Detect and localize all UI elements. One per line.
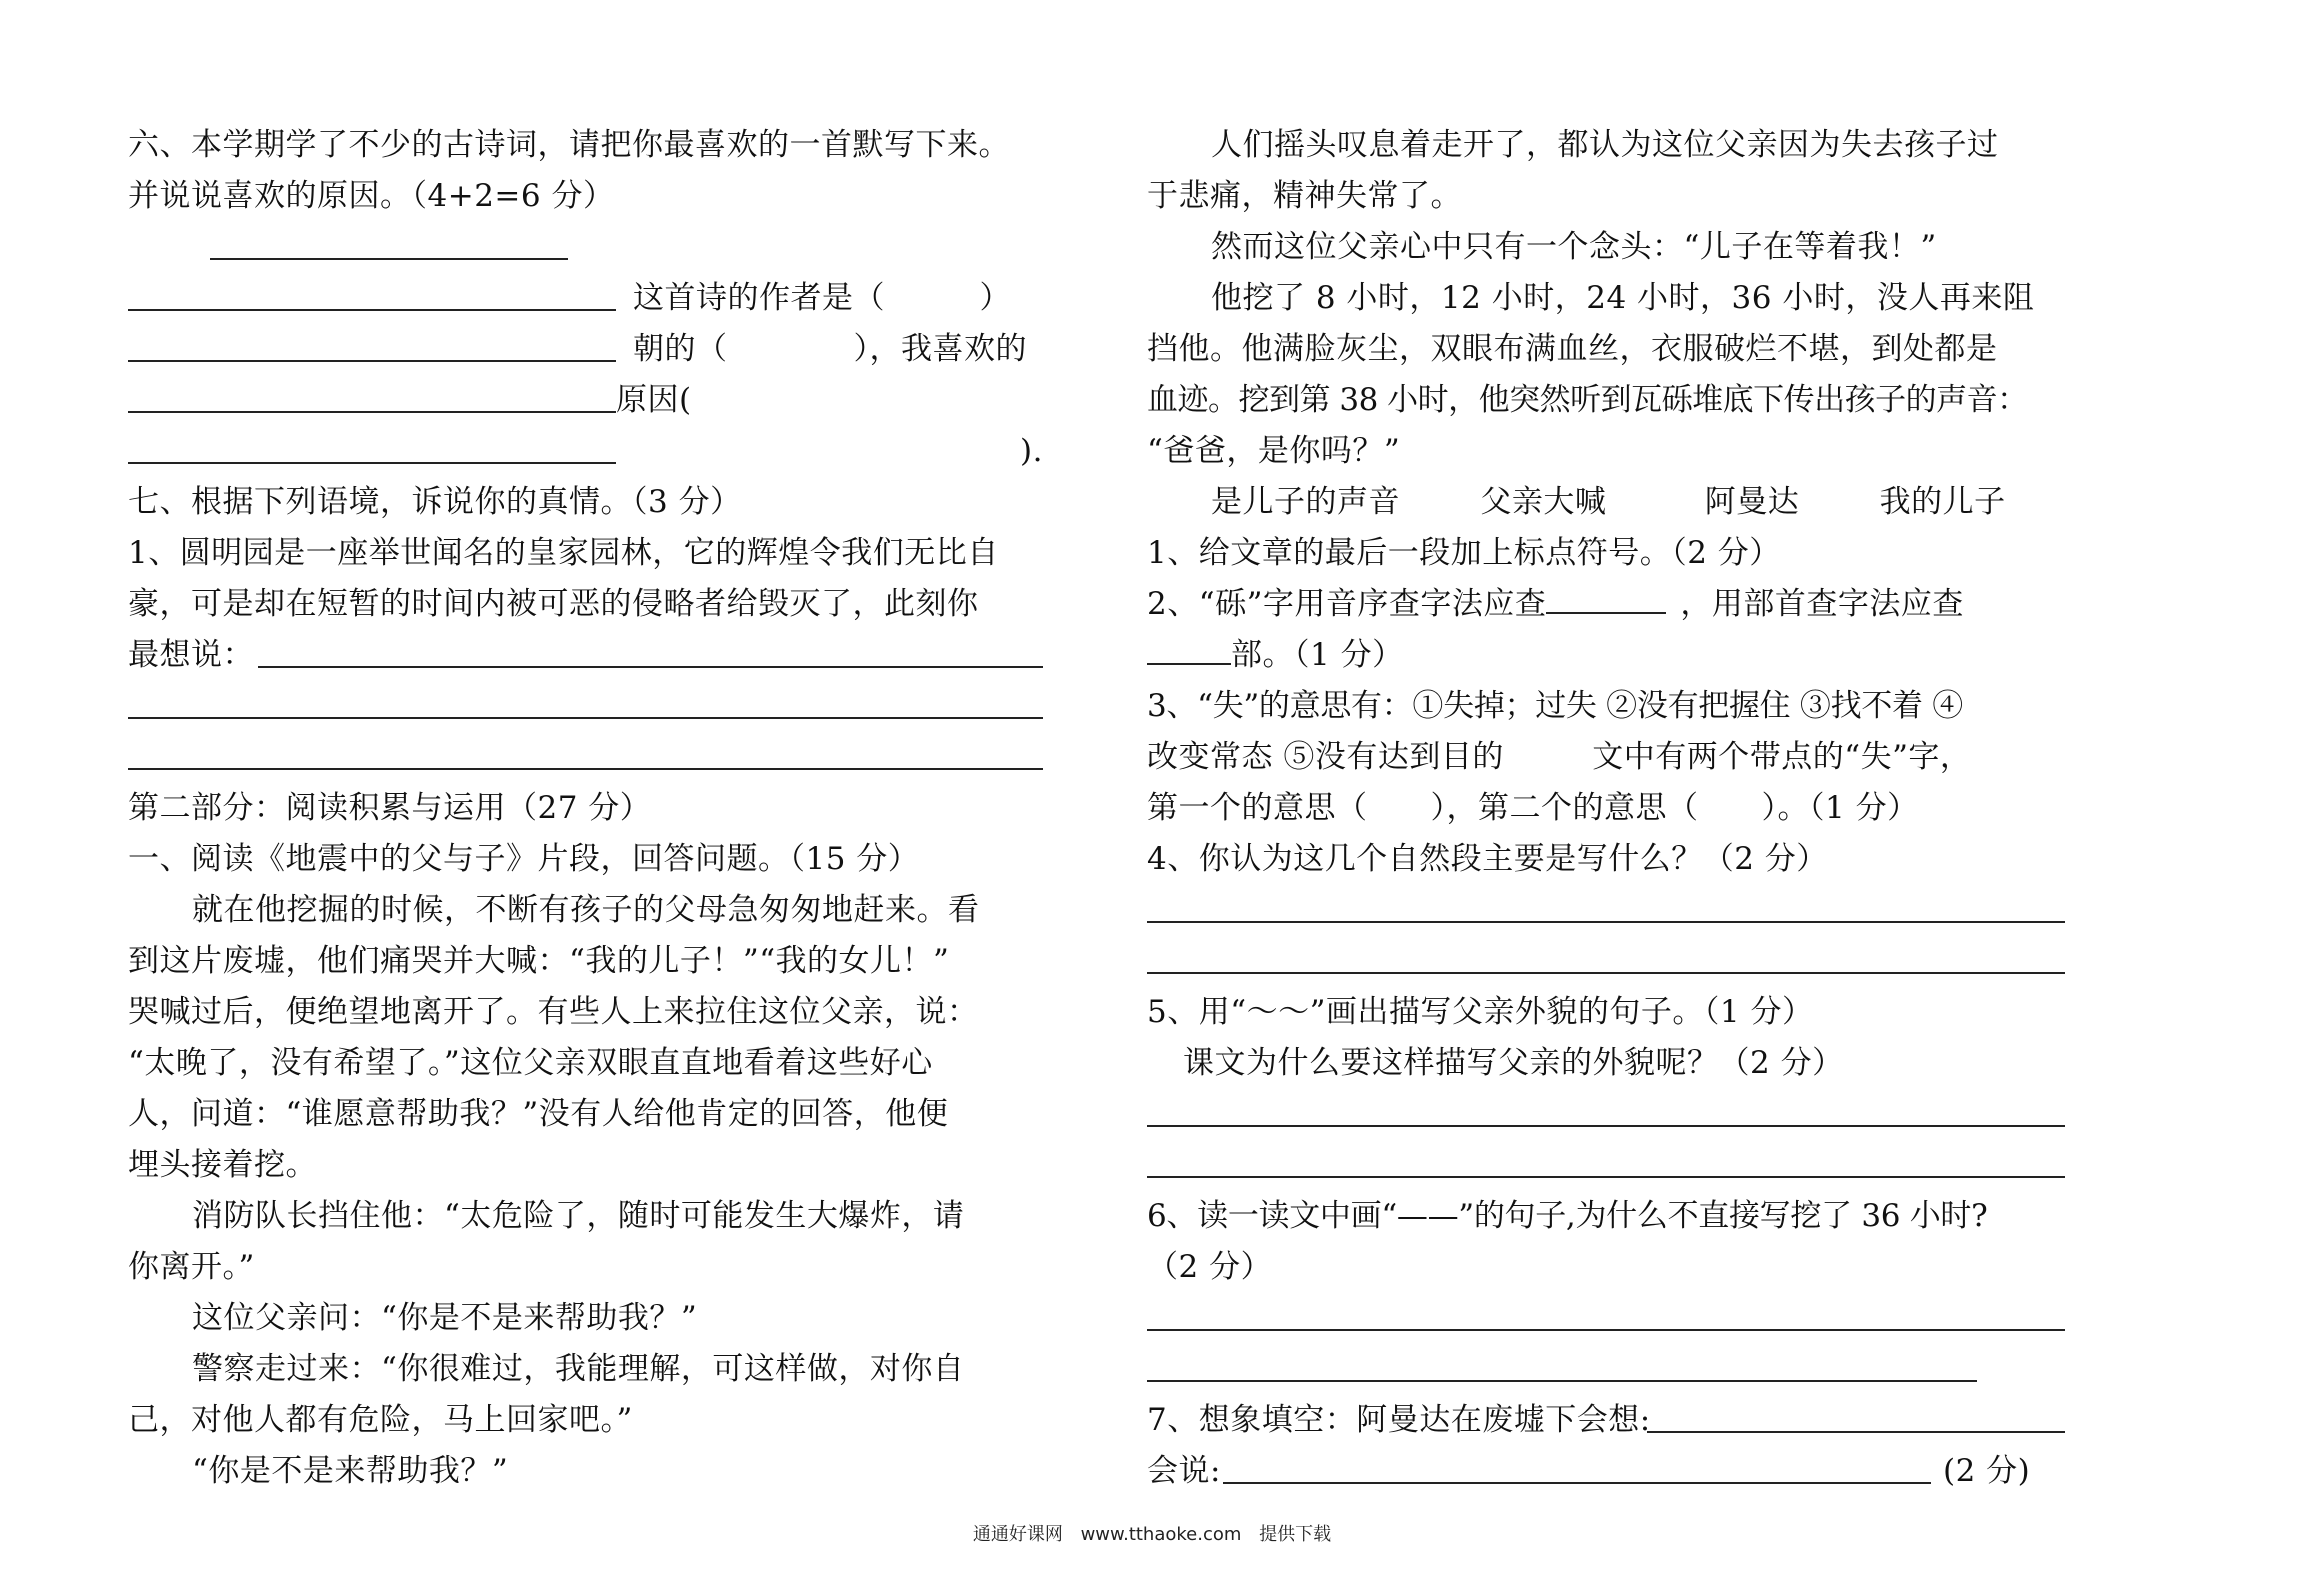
- rq7-say-prompt: 会说:: [1147, 1453, 1221, 1489]
- rq6-line1: 6、读一读文中画“——”的句子,为什么不直接写挖了 36 小时?: [1147, 1198, 1988, 1234]
- passage-line: “太晚了，没有希望了。”这位父亲双眼直直地看着这些好心: [128, 1045, 933, 1081]
- q7-1-line3: [128, 630, 1043, 681]
- rq2-prompt-c: 部。（1 分）: [1231, 637, 1404, 673]
- fragment: 父亲大喊: [1480, 484, 1607, 520]
- q7-1-say-prompt: 最想说：: [128, 637, 254, 673]
- rq2-line1: [1147, 579, 2065, 630]
- passage-line: 他挖了 8 小时，12 小时，24 小时，36 小时，没人再来阻: [1211, 280, 2035, 316]
- passage-line: 警察走过来：“你很难过，我能理解，可这样做，对你自: [192, 1351, 965, 1387]
- passage-line: 人们摇头叹息着走开了，都认为这位父亲因为失去孩子过: [1211, 127, 1999, 163]
- passage-line: 然而这位父亲心中只有一个念头：“儿子在等着我！”: [1211, 229, 1937, 265]
- rq2-line2: [1147, 630, 2065, 681]
- dynasty-prompt: 朝的（ ），我喜欢的: [633, 331, 1027, 367]
- footer-credit: [0, 1520, 2304, 1546]
- poem-line-blank-3: [128, 375, 1043, 426]
- fragment: 我的儿子: [1879, 484, 2006, 520]
- q6-prompt-line2: 并说说喜欢的原因。（4+2=6 分）: [128, 178, 615, 214]
- passage-line: 消防队长挡住他：“太危险了，随时可能发生大爆炸，请: [192, 1198, 965, 1234]
- answer-line: [128, 732, 1043, 783]
- rq7-line2: [1147, 1446, 2065, 1497]
- rq5-line2: 课文为什么要这样描写父亲的外貌呢？（2 分）: [1183, 1045, 1844, 1081]
- answer-line: [1147, 1089, 2065, 1140]
- answer-line: [1147, 885, 2065, 936]
- passage-line: 哭喊过后，便绝望地离开了。有些人上来拉住这位父亲，说：: [128, 994, 979, 1030]
- passage-line: 埋头接着挖。: [128, 1147, 317, 1183]
- rq4: 4、你认为这几个自然段主要是写什么？（2 分）: [1147, 841, 1828, 877]
- reason-end: ).: [1020, 433, 1043, 469]
- passage-line: 血迹。挖到第 38 小时，他突然听到瓦砾堆底下传出孩子的声音：: [1147, 382, 2028, 418]
- fragment: 阿曼达: [1704, 484, 1800, 520]
- rq3-meaning5: 改变常态 ⑤没有达到目的: [1147, 739, 1504, 775]
- passage-left: [128, 885, 1043, 1497]
- left-column: [128, 120, 1043, 1497]
- author-prompt: 这首诗的作者是（ ）: [633, 280, 1011, 316]
- q7-1-line2: 豪，可是却在短暂的时间内被可恶的侵略者给毁灭了，此刻你: [128, 586, 979, 622]
- passage-line: 你离开。”: [128, 1249, 255, 1285]
- footer-url[interactable]: www.tthaoke.com: [1080, 1524, 1242, 1545]
- answer-line: [1147, 1344, 2065, 1395]
- passage-line: 这位父亲问：“你是不是来帮助我？”: [192, 1300, 698, 1336]
- rq1: 1、给文章的最后一段加上标点符号。（2 分）: [1147, 535, 1781, 571]
- footer-site-name: 通通好课网: [972, 1524, 1063, 1545]
- passage-line: “爸爸，是你吗？”: [1147, 433, 1401, 469]
- q7-title: 七、根据下列语境，诉说你的真情。（3 分）: [128, 484, 742, 520]
- passage-line: “你是不是来帮助我？”: [192, 1453, 509, 1489]
- rq2-prompt-a: 2、“砾”字用音序查字法应查: [1147, 586, 1547, 622]
- passage-line: 己，对他人都有危险，马上回家吧。”: [128, 1402, 633, 1438]
- answer-line: [1147, 936, 2065, 987]
- last-paragraph-unpunctuated: [1147, 477, 2065, 528]
- rq3-line3: 第一个的意思（ ），第二个的意思（ ）。（1 分）: [1147, 790, 1919, 826]
- part2-title: 第二部分：阅读积累与运用（27 分）: [128, 790, 652, 826]
- reason-prompt: 原因(: [616, 382, 692, 418]
- poem-line-blank-4: [128, 426, 1043, 477]
- rq3-line2: [1147, 732, 2065, 783]
- rq7-think-prompt: 7、想象填空：阿曼达在废墟下会想:: [1147, 1402, 1651, 1438]
- fragment: 是儿子的声音: [1211, 484, 1400, 520]
- answer-line: [128, 681, 1043, 732]
- radical-blank[interactable]: [1147, 638, 1231, 665]
- passage-line: 于悲痛，精神失常了。: [1147, 178, 1462, 214]
- reading1-title: 一、阅读《地震中的父与子》片段，回答问题。（15 分）: [128, 841, 920, 877]
- poem-line-blank-1: [128, 273, 1043, 324]
- rq7-line1: [1147, 1395, 2065, 1446]
- rq3-line1: 3、“失”的意思有：①失掉；过失 ②没有把握住 ③找不着 ④: [1147, 688, 1963, 724]
- answer-line: [1147, 1293, 2065, 1344]
- pinyin-initial-blank[interactable]: [1546, 587, 1666, 614]
- passage-line: 到这片废墟，他们痛哭并大喊：“我的儿子！”“我的女儿！”: [128, 943, 950, 979]
- passage-line: 人，问道：“谁愿意帮助我？”没有人给他肯定的回答，他便: [128, 1096, 949, 1132]
- passage-line: 挡他。他满脸灰尘，双眼布满血丝，衣服破烂不堪，到处都是: [1147, 331, 1998, 367]
- rq3-note: 文中有两个带点的“失”字，: [1592, 739, 1972, 775]
- right-column: [1147, 120, 2065, 1497]
- q6-prompt-line1: 六、本学期学了不少的古诗词，请把你最喜欢的一首默写下来。: [128, 127, 1010, 163]
- rq2-prompt-b: ，用部首查字法应查: [1680, 586, 1964, 622]
- poem-title-blank: [128, 222, 1043, 273]
- poem-line-blank-2: [128, 324, 1043, 375]
- rq7-score: (2 分): [1943, 1453, 2031, 1489]
- footer-suffix: 提供下载: [1259, 1524, 1332, 1545]
- answer-line: [1147, 1140, 2065, 1191]
- rq6-line2: （2 分）: [1147, 1249, 1273, 1285]
- rq5-line1: 5、用“～～”画出描写父亲外貌的句子。（1 分）: [1147, 994, 1814, 1030]
- passage-line: 就在他挖掘的时候，不断有孩子的父母急匆匆地赶来。看: [192, 892, 980, 928]
- q7-1-line1: 1、圆明园是一座举世闻名的皇家园林，它的辉煌令我们无比自: [128, 535, 999, 571]
